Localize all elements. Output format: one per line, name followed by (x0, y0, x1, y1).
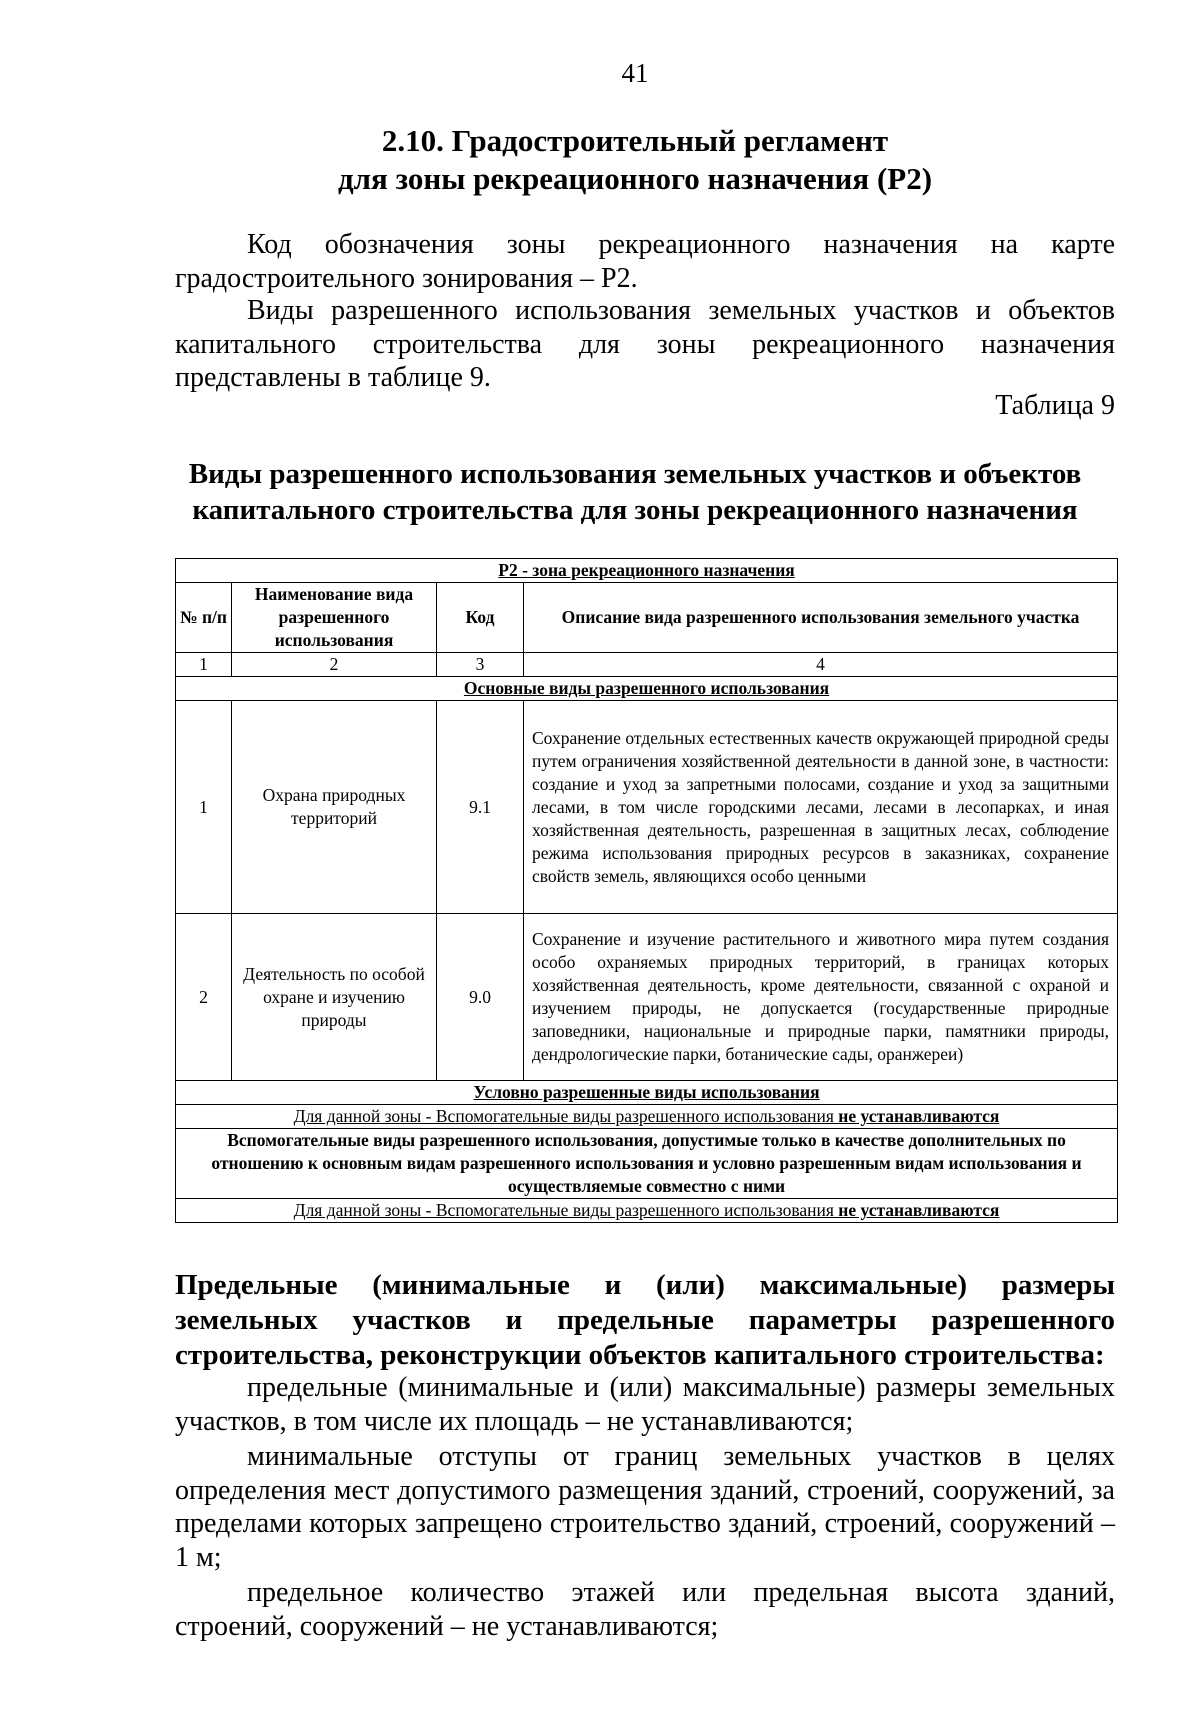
col-header-code: Код (437, 583, 524, 653)
col-header-desc: Описание вида разрешенного использования земельного участка (524, 583, 1118, 653)
col-number-2: 2 (232, 653, 437, 677)
section-title-line2: для зоны рекреационного назначения (Р2) (337, 161, 933, 196)
row-1-desc: Сохранение отдельных естественных качеств окружающей природной среды путем ограничения хозяйственной деятельности в данной зоне, в частности: создание и уход за запретными полосами, создание и уход за защитными лесами, в том числе городскими лесами, лесами в лесопарках, и иная хозяйственная деятельность, разрешенная в защитных лесах, соблюдение режима использования природных ресурсов в заказниках, сохранение свойств земель, являющихся особо ценными (524, 701, 1118, 914)
intro-paragraph-2: Виды разрешенного использования земельных участков и объектов капитального строительства для зоны рекреационного назначения представлены в таблице 9. (175, 295, 1115, 393)
col-number-3: 3 (437, 653, 524, 677)
row-2-code: 9.0 (437, 914, 524, 1081)
section-title-line1: 2.10. Градостроительный регламент (381, 123, 889, 158)
limits-heading: Предельные (минимальные и (или) максимальные) размеры земельных участков и предельные параметры разрешенного строительства, реконструкции объектов капитального строительства: (175, 1269, 1115, 1371)
col-number-4: 4 (524, 653, 1118, 677)
auxiliary-note-text: Для данной зоны - Вспомогательные виды разрешенного использования (293, 1200, 839, 1220)
column-header-row (176, 583, 1118, 653)
auxiliary-note-row (176, 1199, 1118, 1223)
intro-paragraph-1: Код обозначения зоны рекреационного назначения на карте градостроительного зонирования – Р2. (175, 229, 1115, 294)
auxiliary-note-emphasis: не устанавливаются (838, 1200, 1000, 1220)
zone-header-row (176, 559, 1118, 583)
column-number-row (176, 653, 1118, 677)
basic-section-row (176, 677, 1118, 701)
auxiliary-uses-header: Вспомогательные виды разрешенного использования, допустимые только в качестве дополнительных по отношению к основным видам разрешенного использования и условно разрешенным видам использования и осуществляемые совместно с ними (176, 1129, 1118, 1199)
conditional-note-text: Для данной зоны - Вспомогательные виды разрешенного использования (293, 1106, 839, 1126)
conditional-note-emphasis: не устанавливаются (838, 1106, 1000, 1126)
row-1-name: Охрана природных территорий (232, 701, 437, 914)
auxiliary-section-row (176, 1129, 1118, 1199)
limits-paragraph-3: предельное количество этажей или предельная высота зданий, строений, сооружений – не устанавливаются; (175, 1577, 1115, 1642)
table-title-line1: Виды разрешенного использования земельных участков и объектов (188, 458, 1082, 490)
conditional-section-row (176, 1081, 1118, 1105)
table-label: Таблица 9 (995, 390, 1115, 421)
row-2-desc: Сохранение и изучение растительного и животного мира путем создания особо охраняемых природных территорий, в границах которых хозяйственная деятельность, кроме деятельности, связанной с охраной и изучением природы, не допускается (государственные природные заповедники, национальные и природные парки, памятники природы, дендрологические парки, ботанические сады, оранжереи) (524, 914, 1118, 1081)
table-row (176, 914, 1118, 1081)
col-header-num: № п/п (176, 583, 232, 653)
limits-paragraph-2: минимальные отступы от границ земельных участков в целях определения мест допустимого размещения зданий, строений, сооружений, за пределами которых запрещено строительство зданий, строений, сооружений – 1 м; (175, 1441, 1115, 1573)
land-use-table (175, 558, 1118, 1223)
conditional-note (176, 1105, 1118, 1129)
row-1-code: 9.1 (437, 701, 524, 914)
col-number-1: 1 (176, 653, 232, 677)
conditional-note-row (176, 1105, 1118, 1129)
section-title (0, 122, 1200, 198)
basic-uses-header: Основные виды разрешенного использования (176, 677, 1118, 701)
table-title-line2: капитального строительства для зоны рекреационного назначения (192, 494, 1078, 526)
zone-header: Р2 - зона рекреационного назначения (176, 559, 1118, 583)
table-title (0, 456, 1200, 528)
row-2-num: 2 (176, 914, 232, 1081)
auxiliary-note (176, 1199, 1118, 1223)
table-row (176, 701, 1118, 914)
limits-paragraph-1: предельные (минимальные и (или) максимальные) размеры земельных участков, в том числе их площадь – не устанавливаются; (175, 1372, 1115, 1437)
col-header-name: Наименование вида разрешенного использования (232, 583, 437, 653)
conditional-uses-header: Условно разрешенные виды использования (176, 1081, 1118, 1105)
row-1-num: 1 (176, 701, 232, 914)
row-2-name: Деятельность по особой охране и изучению природы (232, 914, 437, 1081)
page-number: 41 (621, 58, 649, 88)
